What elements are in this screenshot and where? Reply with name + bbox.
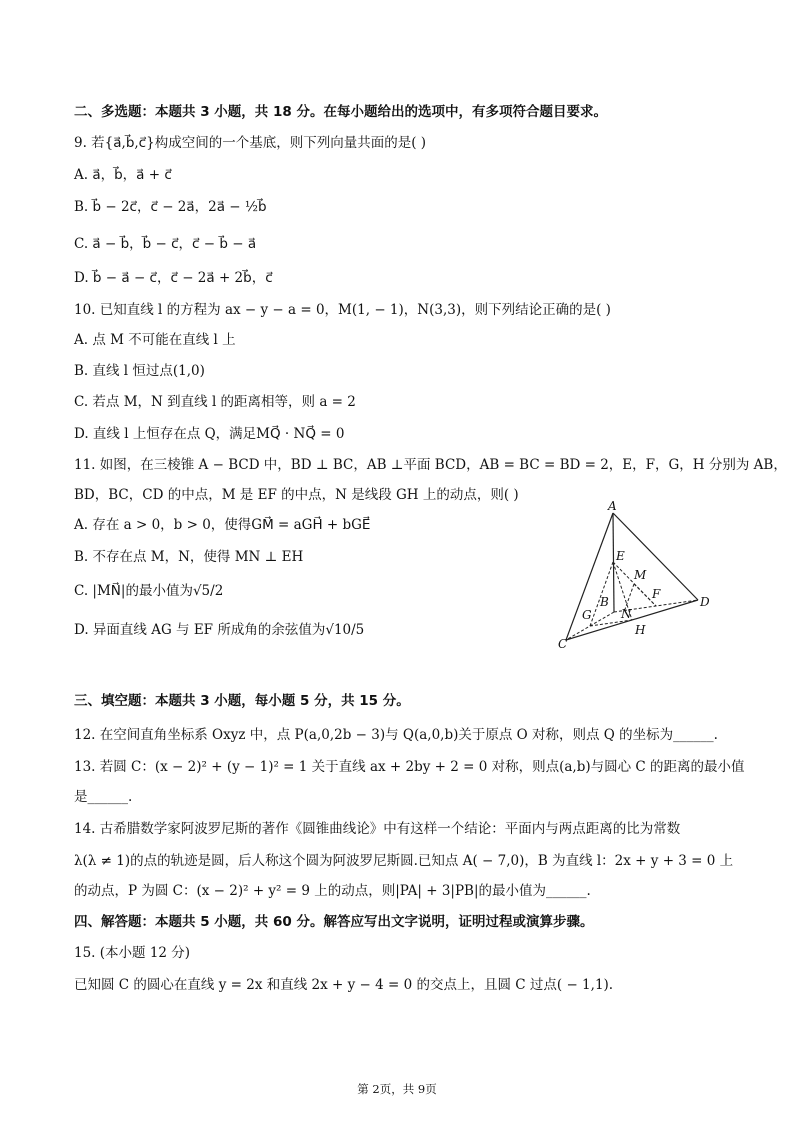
text-line-q10d: D. 直线 l 上恒存在点 Q，满足MQ⃗ · NQ⃗ = 0	[74, 426, 345, 442]
text-line-s2h: 二、多选题：本题共 3 小题，共 18 分。在每小题给出的选项中，有多项符合题目要求。	[74, 104, 607, 120]
text-line-s4h: 四、解答题：本题共 5 小题，共 60 分。解答应写出文字说明，证明过程或演算步骤。	[74, 914, 594, 930]
text-line-q13b: 是______.	[74, 789, 133, 805]
text-line-q11a: A. 存在 a > 0，b > 0，使得GM⃗ = aGH⃗ + bGE⃗	[74, 517, 371, 533]
label-G: G	[582, 608, 592, 622]
page-footer: 第 2页，共 9页	[357, 1082, 437, 1096]
label-C: C	[558, 637, 568, 650]
text-line-q11: 11. 如图，在三棱锥 A − BCD 中，BD ⊥ BC，AB ⊥平面 BCD，AB = BC = BD = 2，E，F，G，H 分别为 AB，	[74, 457, 787, 473]
label-M: M	[634, 568, 647, 582]
text-line-q11b: BD，BC，CD 的中点，M 是 EF 的中点，N 是线段 GH 上的动点，则( )	[74, 487, 519, 503]
text-line-q15: 15. (本小题 12 分)	[74, 945, 191, 961]
text-line-q12: 12. 在空间直角坐标系 Oxyz 中，点 P(a,0,2b − 3)与 Q(a,0,b)关于原点 O 对称，则点 Q 的坐标为______.	[74, 727, 718, 743]
text-line-q9c: C. a⃗ − b⃗，b⃗ − c⃗，c⃗ − b⃗ − a⃗	[74, 236, 257, 252]
text-line-q11bb: B. 不存在点 M，N，使得 MN ⊥ EH	[74, 549, 304, 565]
label-E: E	[616, 549, 625, 563]
text-line-q10c: C. 若点 M，N 到直线 l 的距离相等，则 a = 2	[74, 394, 356, 410]
text-line-q14b: λ(λ ≠ 1)的点的轨迹是圆，后人称这个圆为阿波罗尼斯圆.已知点 A( − 7,0)，B 为直线 l：2x + y + 3 = 0 上	[74, 853, 734, 869]
text-line-q11c: C. |MN⃗|的最小值为√5/2	[74, 583, 224, 599]
label-B: B	[600, 595, 609, 609]
text-line-q13: 13. 若圆 C：(x − 2)² + (y − 1)² = 1 关于直线 ax + 2by + 2 = 0 对称，则点(a,b)与圆心 C 的距离的最小值	[74, 759, 745, 775]
text-line-q11d: D. 异面直线 AG 与 EF 所成角的余弦值为√10/5	[74, 622, 365, 638]
label-F: F	[652, 587, 661, 601]
label-H: H	[635, 623, 646, 637]
text-line-q10: 10. 已知直线 l 的方程为 ax − y − a = 0，M(1, − 1)，N(3,3)，则下列结论正确的是( )	[74, 302, 611, 318]
text-line-q9b: B. b⃗ − 2c⃗，c⃗ − 2a⃗，2a⃗ − ½b⃗	[74, 199, 267, 215]
text-line-q10a: A. 点 M 不可能在直线 l 上	[74, 332, 236, 348]
text-line-q15b: 已知圆 C 的圆心在直线 y = 2x 和直线 2x + y − 4 = 0 的交点上，且圆 C 过点( − 1,1).	[74, 977, 614, 993]
text-line-q14c: 的动点，P 为圆 C：(x − 2)² + y² = 9 上的动点，则|PA| + 3|PB|的最小值为______.	[74, 883, 591, 899]
text-line-s3h: 三、填空题：本题共 3 小题，每小题 5 分，共 15 分。	[74, 693, 410, 709]
label-N: N	[621, 607, 632, 621]
label-D: D	[700, 595, 710, 609]
text-line-q9a: A. a⃗，b⃗，a⃗ + c⃗	[74, 167, 172, 183]
tetrahedron-figure	[556, 500, 716, 650]
text-line-q14: 14. 古希腊数学家阿波罗尼斯的著作《圆锥曲线论》中有这样一个结论：平面内与两点距离的比为常数	[74, 821, 681, 837]
label-A: A	[608, 500, 617, 513]
text-line-q9: 9. 若{a⃗,b⃗,c⃗}构成空间的一个基底，则下列向量共面的是( )	[74, 135, 427, 151]
text-line-q9d: D. b⃗ − a⃗ − c⃗，c⃗ − 2a⃗ + 2b⃗，c⃗	[74, 270, 273, 286]
text-line-q10b: B. 直线 l 恒过点(1,0)	[74, 363, 205, 379]
